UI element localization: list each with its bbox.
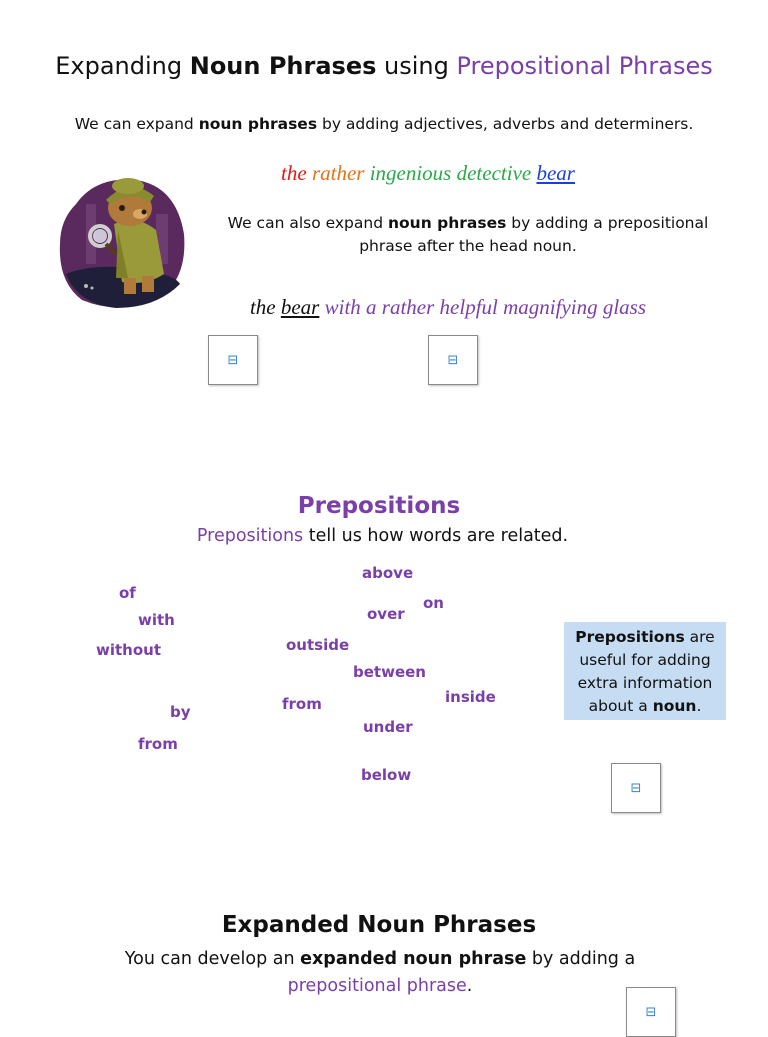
preposition-word: inside: [445, 688, 496, 706]
embedded-object-button[interactable]: [208, 335, 258, 385]
preposition-word: over: [367, 605, 405, 623]
example-phrase-2: the bear with a rather helpful magnifying glass: [249, 295, 647, 319]
expanded-heading: Expanded Noun Phrases: [221, 912, 537, 938]
preposition-word: on: [423, 594, 444, 612]
preposition-word: by: [170, 703, 191, 721]
preposition-word: outside: [286, 636, 350, 654]
prepositions-heading: Prepositions: [297, 493, 461, 519]
embedded-object-button[interactable]: [626, 987, 676, 1037]
preposition-word: below: [361, 766, 412, 784]
preposition-word: between: [353, 663, 426, 681]
preposition-word: of: [119, 584, 136, 602]
embedded-object-button[interactable]: [428, 335, 478, 385]
expanded-subtitle: You can develop an expanded noun phrase by adding a prepositional phrase.: [124, 949, 636, 996]
embedded-object-button[interactable]: [611, 763, 661, 813]
preposition-word: without: [96, 641, 162, 659]
embed-icon: ⊟: [447, 352, 459, 368]
prepositions-subtitle: Prepositions tell us how words are related.: [196, 526, 569, 546]
preposition-word: from: [282, 695, 322, 713]
preposition-word: with: [138, 611, 175, 629]
example-phrase-1: the rather ingenious detective bear: [281, 161, 575, 185]
page-title: Expanding Noun Phrases using Prepositional Phrases: [55, 52, 713, 80]
embed-icon: ⊟: [630, 780, 642, 796]
preposition-word: above: [362, 564, 414, 582]
detective-bear-illustration: [56, 174, 188, 312]
embed-icon: ⊟: [645, 1004, 657, 1020]
preposition-word: under: [363, 718, 413, 736]
intro-text: We can expand noun phrases by adding adjectives, adverbs and determiners.: [74, 115, 694, 133]
preposition-word: from: [138, 735, 178, 753]
also-text: We can also expand noun phrases by adding a prepositional phrase after the head noun.: [227, 214, 709, 255]
embed-icon: ⊟: [227, 352, 239, 368]
info-box: Prepositions are useful for adding extra information about a noun.: [564, 622, 726, 720]
